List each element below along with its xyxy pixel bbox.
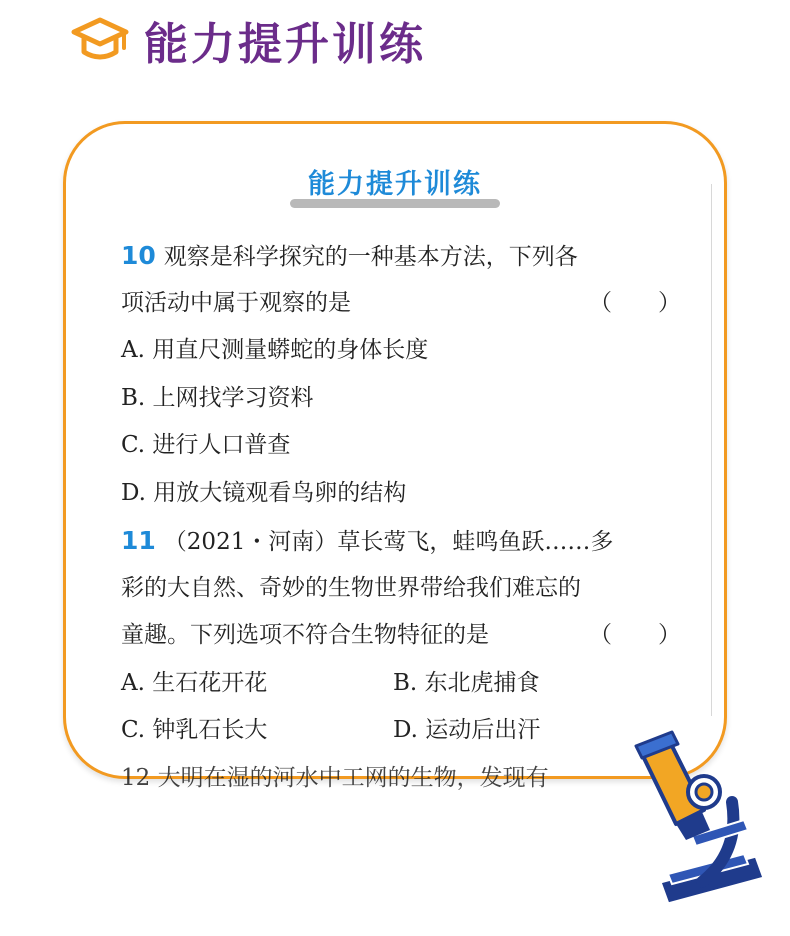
q10-option-a[interactable]: A. 用直尺测量蟒蛇的身体长度 (121, 337, 429, 363)
card-title-text: 能力提升训练 (308, 169, 482, 200)
card-divider (711, 184, 712, 716)
q10-option-c[interactable]: C. 进行人口普查 (121, 432, 291, 458)
page-title: 能力提升训练 (144, 19, 426, 70)
q11-option-c[interactable]: C. 钟乳石长大 (121, 717, 268, 743)
q10-stem-2: 项活动中属于观察的是 (121, 289, 351, 316)
q11-options-row-2 (121, 707, 681, 755)
exercise-card (63, 121, 727, 791)
graduation-cap-icon (70, 14, 130, 66)
q11-line-2: 彩的大自然、奇妙的生物世界带给我们难忘的 (121, 574, 581, 601)
card-title (294, 162, 496, 204)
q10-option-b[interactable]: B. 上网找学习资料 (121, 384, 314, 411)
q11-line-1 (121, 517, 681, 565)
q11-stem-3: 童趣。下列选项不符合生物特征的是 (121, 622, 489, 648)
q11-number: 11 (121, 526, 156, 555)
page-header (70, 10, 426, 70)
q11-stem-1: （2021・河南）草长莺飞，蛙鸣鱼跃……多 (163, 529, 614, 555)
q11-option-a[interactable]: A. 生石花开花 (121, 669, 268, 696)
q11-option-b[interactable]: B. 东北虎捕食 (393, 669, 540, 696)
q11-answer-blank[interactable]: （ ） (589, 622, 681, 648)
q10-option-d[interactable]: D. 用放大镜观看鸟卵的结构 (121, 479, 407, 506)
q12-partial-line: 12 大明在湿的河水中工网的生物，发现有 (121, 764, 549, 791)
q10-number: 10 (121, 241, 156, 270)
q11-options-row-1 (121, 660, 681, 708)
q11-line-3 (121, 612, 681, 660)
q10-line-2 (121, 280, 681, 328)
title-underbar (290, 199, 500, 208)
q10-stem-1: 观察是科学探究的一种基本方法，下列各 (163, 244, 578, 270)
q10-line-1 (121, 232, 681, 280)
card-title-wrap (66, 162, 724, 204)
q10-answer-blank[interactable]: （ ） (589, 289, 681, 316)
microscope-icon (632, 732, 772, 912)
question-content (121, 232, 681, 791)
q11-option-d[interactable]: D. 运动后出汗 (393, 717, 541, 743)
